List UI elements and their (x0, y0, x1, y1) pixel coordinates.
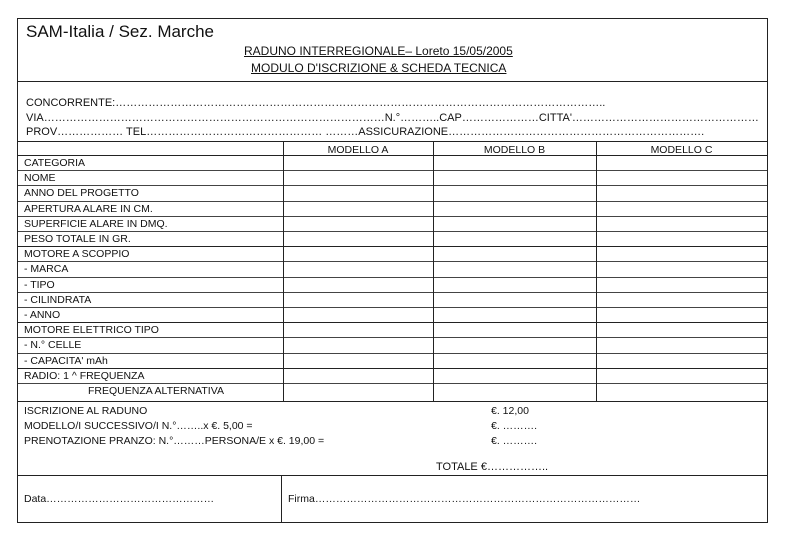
row-label: APERTURA ALARE IN CM. (24, 202, 153, 215)
row-label: - CAPACITA' mAh (24, 354, 108, 367)
table-row[interactable] (18, 368, 767, 383)
prenotazione-pranzo-amount[interactable]: €. ………. (491, 435, 538, 447)
row-label: - N.° CELLE (24, 339, 82, 352)
table-row[interactable] (18, 277, 767, 292)
row-label: FREQUENZA ALTERNATIVA (88, 385, 224, 397)
header-divider (18, 81, 767, 82)
table-row[interactable] (18, 353, 767, 368)
column-header-modello-a: MODELLO A (327, 144, 389, 156)
row-label: MOTORE ELETTRICO TIPO (24, 324, 159, 337)
column-divider (596, 141, 597, 401)
row-label: RADIO: 1 ^ FREQUENZA (24, 369, 145, 382)
footer-divider (18, 475, 767, 476)
modelli-successivi-amount[interactable]: €. ………. (491, 420, 538, 432)
row-label: - MARCA (24, 263, 69, 276)
table-row[interactable] (18, 201, 767, 216)
column-divider (433, 141, 434, 401)
technical-table (18, 143, 767, 401)
via-field[interactable]: VIA…………………………………………………………………………………N.°………..CAP…………………CITTA'…………………………………………… (26, 112, 759, 124)
row-label: - CILINDRATA (24, 293, 92, 306)
table-row[interactable] (18, 170, 767, 185)
row-label: ANNO DEL PROGETTO (24, 187, 139, 200)
organization-title: SAM-Italia / Sez. Marche (26, 22, 215, 41)
modelli-successivi-field[interactable]: MODELLO/I SUCCESSIVO/I N.°……..x €. 5,00 = (24, 420, 253, 432)
row-label: CATEGORIA (24, 157, 86, 169)
iscrizione-label: ISCRIZIONE AL RADUNO (24, 405, 148, 417)
form-title: MODULO D'ISCRIZIONE & SCHEDA TECNICA (251, 61, 507, 75)
row-label: NOME (24, 172, 56, 185)
row-label: PESO TOTALE IN GR. (24, 233, 131, 245)
event-title: RADUNO INTERREGIONALE– Loreto 15/05/2005 (244, 44, 513, 58)
row-label: - TIPO (24, 278, 55, 291)
row-label: MOTORE A SCOPPIO (24, 248, 130, 261)
table-top-line (18, 141, 767, 142)
prenotazione-pranzo-field[interactable]: PRENOTAZIONE PRANZO: N.°………PERSONA/E x €. 19,00 = (24, 435, 325, 447)
prov-field[interactable]: PROV……………… TEL………………………………………… ………ASSICURAZIONE……………………………………………………………. (26, 126, 705, 138)
table-row[interactable] (18, 261, 767, 276)
table-row[interactable] (18, 246, 767, 261)
column-header-modello-c: MODELLO C (650, 144, 713, 156)
column-header-modello-b: MODELLO B (483, 144, 546, 156)
table-row[interactable] (18, 185, 767, 200)
table-row[interactable] (18, 307, 767, 322)
row-label: - ANNO (24, 309, 61, 321)
data-field[interactable]: Data………………………………………… (24, 493, 215, 505)
table-row[interactable] (18, 383, 767, 398)
table-row[interactable] (18, 337, 767, 352)
table-row[interactable] (18, 155, 767, 170)
table-row[interactable] (18, 292, 767, 307)
table-bottom-line (18, 401, 767, 402)
table-row[interactable] (18, 231, 767, 246)
concorrente-field[interactable]: CONCORRENTE:…………………………………………………………………………………………………………………….. (26, 97, 606, 109)
totale-field[interactable]: TOTALE €…………….. (436, 461, 549, 473)
column-divider (283, 141, 284, 401)
registration-form (17, 18, 768, 523)
table-row[interactable] (18, 216, 767, 231)
row-label: SUPERFICIE ALARE IN DMQ. (24, 217, 168, 230)
iscrizione-amount: €. 12,00 (491, 405, 529, 417)
footer-column-divider (281, 475, 282, 523)
firma-field[interactable]: Firma………………………………………………………………………………… (288, 493, 641, 505)
table-row[interactable] (18, 322, 767, 337)
